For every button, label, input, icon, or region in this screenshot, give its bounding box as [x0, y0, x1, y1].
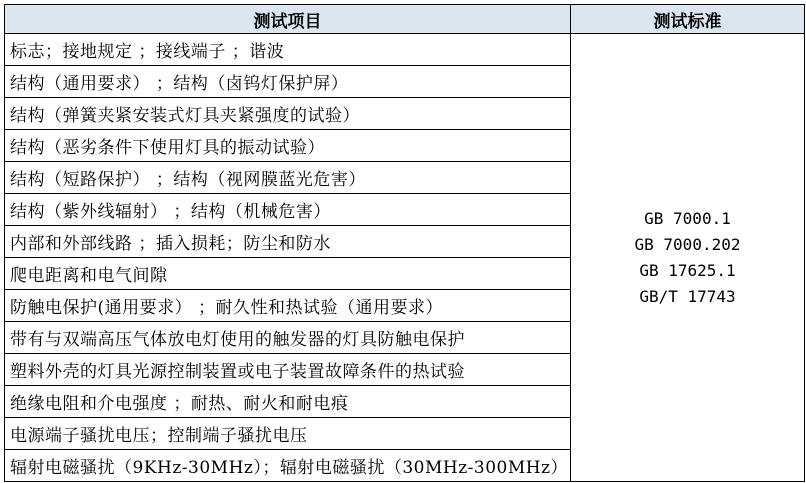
test-item-cell: 辐射电磁骚扰（9KHz-30MHz）；辐射电磁骚扰（30MHz-300MHz） [5, 450, 571, 482]
test-standards-table [4, 4, 805, 482]
test-item-cell: 塑料外壳的灯具光源控制装置或电子装置故障条件的热试验 [5, 354, 571, 386]
test-item-cell: 电源端子骚扰电压；控制端子骚扰电压 [5, 418, 571, 450]
header-row [5, 5, 805, 34]
standard-line: GB 17625.1 [639, 260, 736, 280]
test-item-cell: 防触电保护(通用要求） ；耐久性和热试验（通用要求） [5, 290, 571, 322]
test-item-cell: 结构（恶劣条件下使用灯具的振动试验） [5, 130, 571, 162]
test-item-cell: 结构（短路保护） ；结构（视网膜蓝光危害） [5, 162, 571, 194]
table-row [5, 34, 805, 66]
test-item-cell: 结构（紫外线辐射） ；结构（机械危害） [5, 194, 571, 226]
standards-cell [571, 34, 805, 482]
test-item-cell: 结构（通用要求） ；结构（卤钨灯保护屏） [5, 66, 571, 98]
standard-line: GB 7000.202 [634, 234, 741, 254]
test-item-cell: 带有与双端高压气体放电灯使用的触发器的灯具防触电保护 [5, 322, 571, 354]
test-item-cell: 结构（弹簧夹紧安装式灯具夹紧强度的试验） [5, 98, 571, 130]
standard-line: GB/T 17743 [639, 286, 736, 306]
standard-line: GB 7000.1 [644, 208, 731, 228]
header-test-standard: 测试标准 [571, 5, 805, 34]
header-test-item: 测试项目 [5, 5, 571, 34]
test-item-cell: 绝缘电阻和介电强度 ；耐热、耐火和耐电痕 [5, 386, 571, 418]
test-item-cell: 标志；接地规定 ；接线端子 ；谐波 [5, 34, 571, 66]
test-item-cell: 内部和外部线路 ；插入损耗；防尘和防水 [5, 226, 571, 258]
test-item-cell: 爬电距离和电气间隙 [5, 258, 571, 290]
